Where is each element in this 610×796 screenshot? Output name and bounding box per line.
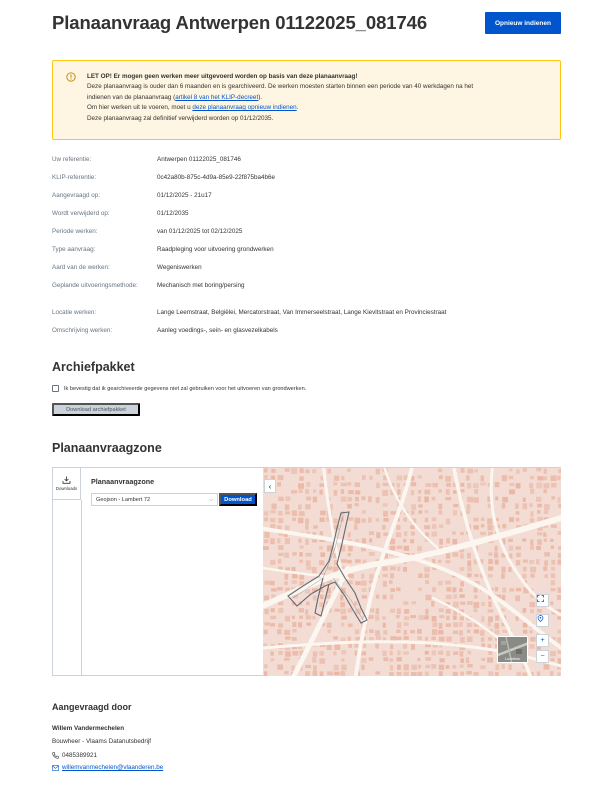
zone-download-button[interactable]: Download [219, 493, 257, 506]
requester-organisation: Bouwheer - Vlaams Datanutsbedrijf [52, 738, 152, 745]
detail-row [52, 262, 561, 280]
detail-label: Aard van de werken: [52, 264, 110, 271]
requester-email [52, 764, 163, 771]
klip-decree-link[interactable]: artikel 8 van het KLIP-decreet [175, 93, 259, 101]
download-archive-button[interactable]: Download archiefpakket [52, 403, 140, 416]
detail-row [52, 307, 561, 325]
requester-phone-value: 0485389921 [62, 752, 98, 759]
detail-row [52, 226, 561, 244]
requester-title: Aangevraagd door [52, 702, 132, 712]
expand-icon [537, 595, 544, 602]
warning-title: LET OP! Er mogen geen werken meer uitgevoerd worden op basis van deze planaanvraag! [87, 73, 358, 80]
warning-icon [66, 72, 76, 82]
detail-row [52, 208, 561, 226]
detail-row [52, 172, 561, 190]
warning-line-4: Deze planaanvraag zal definitief verwijderd worden op 01/12/2035. [87, 114, 274, 122]
chevron-down-icon: ⌵ [209, 497, 213, 503]
minus-icon: − [540, 653, 545, 660]
zoom-out-button[interactable] [536, 650, 549, 663]
archive-confirm-checkbox[interactable] [52, 385, 59, 392]
detail-label: Uw referentie: [52, 156, 92, 163]
zone-panel-title: Planaanvraagzone [91, 477, 155, 486]
detail-row [52, 190, 561, 208]
download-icon [62, 476, 71, 484]
archive-title: Archiefpakket [52, 360, 135, 374]
detail-label: Wordt verwijderd op: [52, 210, 110, 217]
mail-icon [52, 765, 59, 771]
side-divider [81, 500, 82, 676]
detail-label: Type aanvraag: [52, 246, 96, 253]
resubmit-link[interactable]: deze planaanvraag opnieuw indienen [192, 104, 297, 112]
requester-phone [52, 752, 97, 759]
detail-label: KLIP-referentie: [52, 174, 97, 181]
detail-value: 0c42a80b-875c-4d9a-85e9-22f875ba4b6e [157, 174, 275, 181]
requester-email-link[interactable]: willemvanmechelen@vlaanderen.be [62, 764, 164, 771]
archive-confirm-label: Ik bevestig dat ik gearchiveerde gegevens niet zal gebruiken voor het uitvoeren van grondwerken. [64, 385, 307, 392]
location-icon [537, 615, 544, 622]
downloads-tab[interactable] [53, 468, 81, 500]
detail-value: van 01/12/2025 tot 02/12/2025 [157, 228, 243, 235]
resubmit-button[interactable]: Opnieuw indienen [485, 12, 561, 34]
detail-row [52, 244, 561, 262]
locate-button[interactable] [536, 614, 549, 627]
downloads-tab-label: Downloads [55, 486, 78, 491]
warning-line-2: indienen van de planaanvraag (artikel 8 van het KLIP-decreet). [87, 93, 263, 101]
details-list [52, 154, 561, 343]
aerial-layer-toggle[interactable] [497, 636, 528, 663]
detail-row [52, 325, 561, 343]
fullscreen-button[interactable] [536, 594, 549, 607]
zoom-in-button[interactable] [536, 634, 549, 647]
detail-value: Wegeniswerken [157, 264, 202, 271]
detail-value: 01/12/2035 [157, 210, 189, 217]
map-canvas[interactable] [263, 468, 561, 676]
plus-icon: + [540, 637, 545, 644]
detail-value: Antwerpen 01122025_081746 [157, 156, 241, 163]
page-title: Planaanvraag Antwerpen 01122025_081746 [52, 12, 428, 33]
requester-name: Willem Vandermechelen [52, 725, 125, 732]
format-select-value: Geojson - Lambert 72 [96, 496, 151, 503]
detail-label: Geplande uitvoeringsmethode: [52, 282, 138, 289]
detail-value: Aanleg voedings-, sein- en glasvezelkabels [157, 327, 278, 334]
detail-value: 01/12/2025 - 21u17 [157, 192, 212, 199]
warning-alert [52, 60, 561, 140]
collapse-panel-button[interactable]: ‹ [264, 479, 276, 493]
detail-label: Periode werken: [52, 228, 98, 235]
zone-viewer [52, 467, 561, 676]
phone-icon [52, 752, 59, 759]
detail-row [52, 280, 561, 307]
detail-value: Mechanisch met boring/persing [157, 282, 245, 289]
zone-title: Planaanvraagzone [52, 441, 162, 455]
detail-label: Omschrijving werken: [52, 327, 113, 334]
warning-text [87, 72, 552, 124]
detail-value: Lange Leemstraat, Belgiëlei, Mercatorstraat, Van Immerseelstraat, Lange Kievitstraat en Provinciestraat [157, 309, 447, 316]
format-select[interactable] [91, 493, 218, 506]
archive-confirm[interactable] [52, 385, 306, 392]
warning-line-1: Deze planaanvraag is ouder dan 6 maanden en is gearchiveerd. De werken moesten starten binnen een periode van 40 werkdagen na het [87, 83, 474, 91]
detail-value: Raadpleging voor uitvoering grondwerken [157, 246, 274, 253]
aerial-layer-label: Luchtfoto [505, 657, 520, 661]
warning-line-3: Om hier werken uit te voeren, moet u deze planaanvraag opnieuw indienen. [87, 104, 299, 112]
detail-label: Aangevraagd op: [52, 192, 100, 199]
detail-row [52, 154, 561, 172]
detail-label: Locatie werken: [52, 309, 97, 316]
